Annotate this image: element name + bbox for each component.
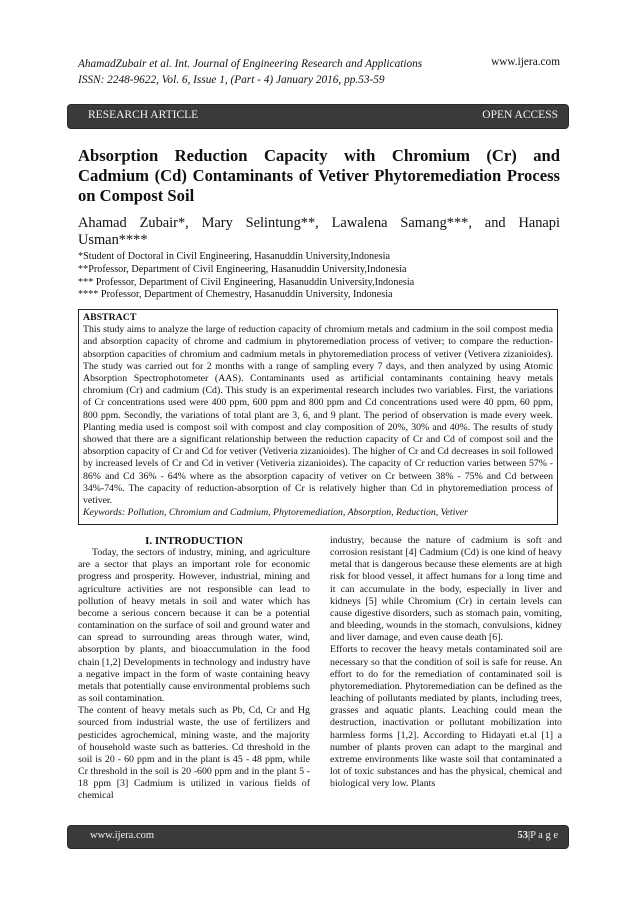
article-type-bar [68,105,568,128]
affiliation-2: **Professor, Department of Civil Engineering, Hasanuddin University,Indonesia [78,263,407,275]
affiliation-4: **** Professor, Department of Chemestry, Hasanuddin University, Indonesia [78,289,393,301]
journal-line-2: ISSN: 2248-9622, Vol. 6, Issue 1, (Part - 4) January 2016, pp.53-59 [78,74,385,86]
paper-authors: Ahamad Zubair*, Mary Selintung**, Lawalena Samang***, and Hanapi Usman**** [78,215,560,248]
right-column [330,535,562,790]
intro-paragraph-4: Efforts to recover the heavy metals contaminated soil are necessary so that the condition of soil is safe for reuse. An effort to do for the remediation of contaminated soil is phytoremediation. Phytoremediation can be defined as the leaching of pollutants mediated by plants, including trees, grasses and aquatic plants. Leaching could mean the destruction, inactivation or pollutant mobilization into harmless forms [1,2]. According to Hidayati et.al [1] a number of plants proven can adapt to the marginal and extreme environments like waste soil that contaminated a lot of toxic substances and has the physical, chemical and biological very low. Plants [330,644,562,790]
intro-paragraph-1: Today, the sectors of industry, mining, and agriculture are a sector that plays an important role for economic progress and prosperity. However, industrial, mining and agriculture activities are not responsible can lead to pollution of heavy metals in soil and water which has become a serious concern because it can be a potential contamination on the surface of soil and ground water and can spread to surrounding areas through water, wind, absorption by plants, and bioaccumulation in the food chain [1,2] Developments in technology and industry have a negative impact in the form of waste containing heavy metals that potentially cause environmental problems such as soil contamination. [78,547,310,705]
paper-title: Absorption Reduction Capacity with Chromium (Cr) and Cadmium (Cd) Contaminants of Vetiver Phytoremediation Process on Compost Soil [78,146,560,205]
page-suffix: |P a g e [528,830,558,841]
affiliation-3: *** Professor, Department of Civil Engineering, Hasanuddin University,Indonesia [78,276,415,288]
keywords: Keywords: Pollution, Chromium and Cadmium, Phytoremediation, Absorption, Reduction, Vetiver [83,507,468,519]
open-access-label: OPEN ACCESS [482,109,558,121]
intro-paragraph-3: industry, because the nature of cadmium is soft and corrosion resistant [4] Cadmium (Cd) is one kind of heavy metal that is dangerous because these elements are at high risk for blood vessel, it affect humans for a long time and it can accumulate in the body, especially in liver and kidneys [5] while Chromium (Cr) in certain levels can cause digestive disorders, such as stomach pain, vomiting, and bleeding, wounds in the stomach, convulsions, kidney and liver damage, and even cause death [6]. [330,535,562,644]
affiliation-1: *Student of Doctoral in Civil Engineering, Hasanuddin University,Indonesia [78,251,390,262]
affiliations [78,251,560,302]
footer-bar [68,826,568,848]
left-column [78,535,310,802]
abstract-box [78,309,558,525]
journal-line-1: AhamadZubair et al. Int. Journal of Engineering Research and Applications [78,58,423,70]
journal-website[interactable]: www.ijera.com [491,56,560,68]
abstract-heading: ABSTRACT [83,312,137,323]
article-type-label: RESEARCH ARTICLE [88,109,199,121]
footer-website[interactable]: www.ijera.com [90,830,155,841]
page-number-value: 53 [517,830,528,841]
journal-citation [78,56,422,88]
page-number [518,830,559,841]
section-heading-introduction: I. INTRODUCTION [145,535,243,547]
intro-paragraph-2: The content of heavy metals such as Pb, Cd, Cr and Hg sourced from industrial waste, the use of fertilizers and pesticides agrochemical, mining waste, and the majority of household waste such as batteries. Cd threshold in the soil is 20 - 60 ppm and in the plant is 45 - 48 ppm, while Cr threshold in the soil is 20 -600 ppm and in the plant 5 - 18 ppm [3] Cadmium is utilized in various fields of chemical [78,705,310,802]
abstract-text: This study aims to analyze the large of reduction capacity of chromium metals and cadmium in the soil compost media and absorption capacity of chrome and cadmium in phytoremediation process of vetiver; to compare the reduction-absorption capacities of chromium and cadmium metals in phytoremediation process of vetiver (Vetivera zizanioides). The study was carried out for 2 months with a range of sampling every 7 days, and then analyzed by using Atomic Absorption Spectrophotometer (AAS). Contaminants used as artificial contaminants containing heavy metals chromium (Cr) and cadmium (Cd). This study is an experimental research includes two variables. First, the variations of Cr concentrations used were 400 ppm, 600 ppm and 800 ppm and Cd concentrations used were 40 ppm, 60 ppm, 800 ppm. Secondly, the variations of total plant are 3, 6, and 9 plant. The period of observation is made every week. Planting media used is compost soil with compost and clay composition of 20%, 30% and 40%. The results of study showed that there are a significant relationship between the reduction capacity of Cr and Cd of compost soil and the absorption capacity of Cr and Cd for vetiver (Vetiveria zizanioides). The higher of Cr and Cd decreases in soil followed by increased levels of Cr and Cd in vetiver (Vetiveria zizanioides). The capacity of Cr reduction varies between 57% - 86% and Cd 36% - 64% where as the absorption capacity of vetiver on Cr between 38% - 75% and Cd between 34%-74%. The capacity of reduction-absorption of Cr is relatively higher than Cd in phytoremediation process of vetiver. [83,324,553,507]
